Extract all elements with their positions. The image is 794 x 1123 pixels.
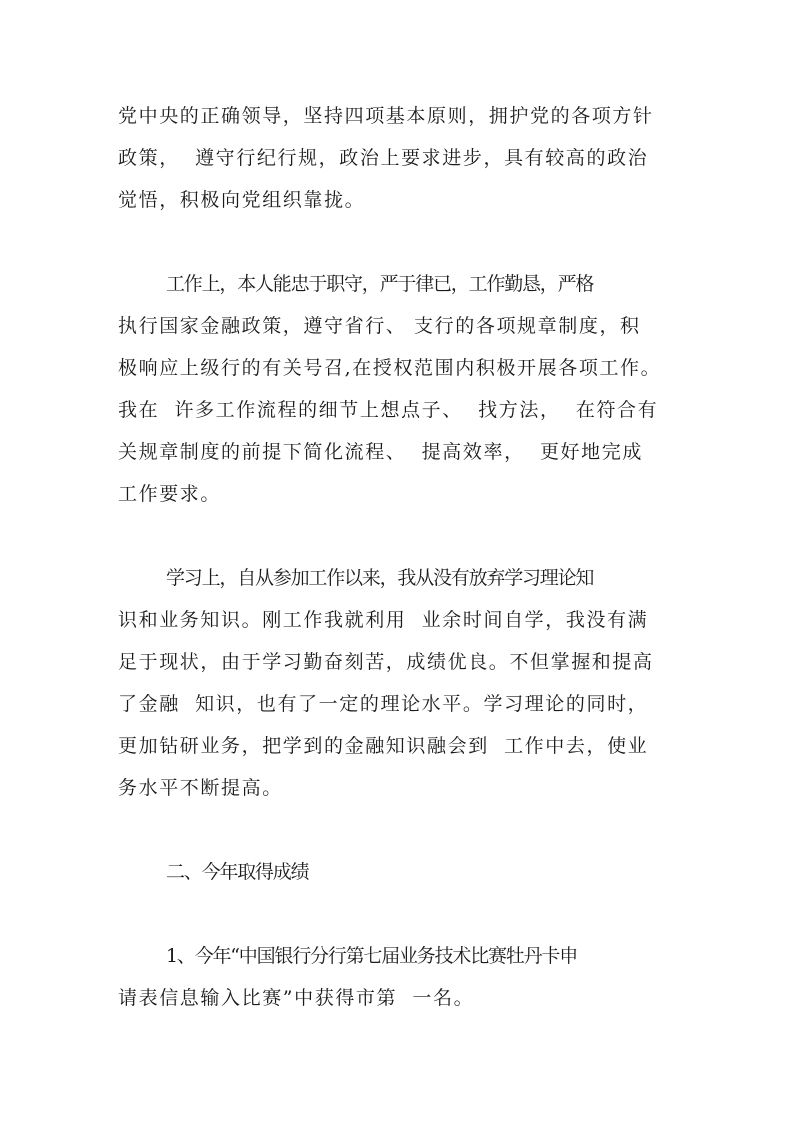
paragraph-line: 请表信息输入比赛”中获得市第 一名。 [118, 987, 475, 1009]
paragraph-line: 关规章制度的前提下简化流程、 提高效率， 更好地完成 [118, 441, 643, 463]
paragraph-line: 我在 许多工作流程的细节上想点子、 找方法， 在符合有 [118, 399, 659, 421]
paragraph-line: 识和业务知识。刚工作我就利用 业余时间自学，我没有满 [118, 609, 649, 631]
paragraph-line: 极响应上级行的有关号召,在授权范围内积极开展各项工作。 [118, 357, 662, 379]
paragraph-line: 党中央的正确领导，坚持四项基本原则，拥护党的各项方针 [118, 105, 654, 127]
paragraph-line: 足于现状，由于学习勤奋刻苦，成绩优良。不但掌握和提高 [118, 651, 654, 673]
paragraph-line: 工作要求。 [118, 483, 222, 505]
paragraph-line: 执行国家金融政策，遵守省行、 支行的各项规章制度，积 [118, 315, 641, 337]
paragraph-line: 工作上，本人能忠于职守，严于律已，工作勤恳，严格 [166, 273, 594, 295]
paragraph-line: 更加钻研业务，把学到的金融知识融会到 工作中去，使业 [118, 735, 649, 757]
paragraph-line: 学习上，自从参加工作以来，我从没有放弃学习理论知 [166, 567, 594, 589]
paragraph-line: 务水平不断提高。 [118, 777, 283, 799]
paragraph-line: 政策， 遵守行纪行规，政治上要求进步，具有较高的政治 [118, 147, 649, 169]
paragraph-line: 1、今年“中国银行分行第七届业务技术比赛牡丹卡申 [166, 945, 578, 967]
paragraph-line: 了金融 知识，也有了一定的理论水平。学习理论的同时， [118, 693, 649, 715]
paragraph-line: 觉悟，积极向党组织靠拢。 [118, 189, 366, 211]
section-heading: 二、今年取得成绩 [166, 861, 309, 883]
